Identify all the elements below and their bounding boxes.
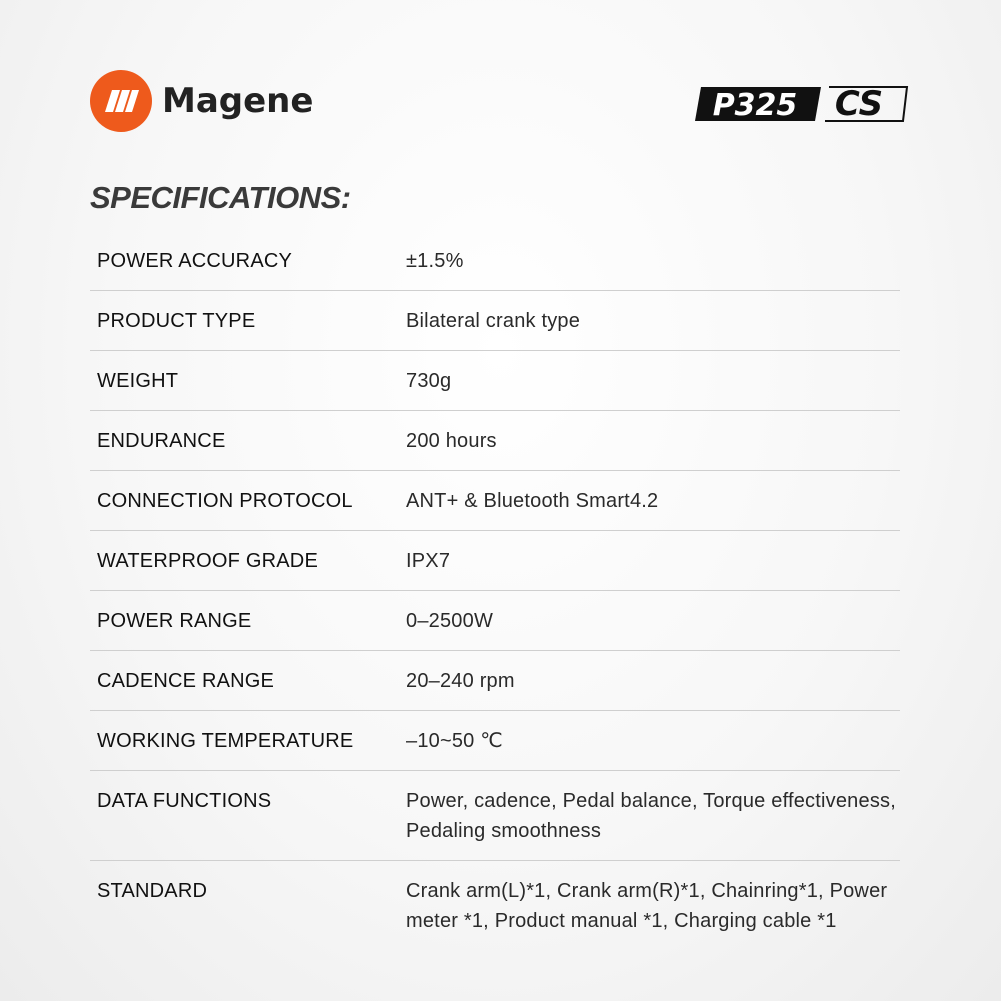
spec-row bbox=[90, 231, 900, 291]
spec-row bbox=[90, 711, 900, 771]
header bbox=[0, 0, 1001, 180]
spec-label: CONNECTION PROTOCOL bbox=[97, 490, 353, 512]
spec-label: ENDURANCE bbox=[97, 430, 226, 452]
spec-value: Crank arm(L)*1, Crank arm(R)*1, Chainring*1, Power meter *1, Product manual *1, Charging cable *1 bbox=[406, 880, 888, 932]
model-badge-left-text: P325 bbox=[712, 88, 798, 123]
spec-label: STANDARD bbox=[97, 880, 208, 902]
spec-value: ±1.5% bbox=[406, 250, 464, 272]
brand-logo bbox=[90, 70, 313, 132]
section-title: SPECIFICATIONS: bbox=[90, 180, 351, 215]
spec-label: DATA FUNCTIONS bbox=[97, 790, 272, 812]
spec-label: POWER RANGE bbox=[97, 610, 252, 632]
spec-row bbox=[90, 411, 900, 471]
spec-row bbox=[90, 861, 900, 981]
spec-row bbox=[90, 351, 900, 411]
spec-value: 730g bbox=[406, 370, 452, 392]
spec-value: 20–240 rpm bbox=[406, 670, 515, 692]
spec-value: IPX7 bbox=[406, 550, 451, 572]
spec-value: 0–2500W bbox=[406, 610, 494, 632]
spec-row bbox=[90, 771, 900, 861]
spec-value: ANT+ & Bluetooth Smart4.2 bbox=[406, 490, 659, 512]
spec-value: –10~50 ℃ bbox=[406, 730, 503, 752]
spec-value: Bilateral crank type bbox=[406, 310, 581, 332]
spec-row bbox=[90, 651, 900, 711]
brand-name: Magene bbox=[162, 81, 314, 121]
spec-label: WEIGHT bbox=[97, 370, 179, 392]
spec-label: CADENCE RANGE bbox=[97, 670, 275, 692]
spec-row bbox=[90, 531, 900, 591]
magene-logo-icon bbox=[90, 70, 152, 132]
spec-value: Power, cadence, Pedal balance, Torque effectiveness, Pedaling smoothness bbox=[406, 790, 896, 842]
spec-row bbox=[90, 591, 900, 651]
spec-label: WATERPROOF GRADE bbox=[97, 550, 318, 572]
spec-value: 200 hours bbox=[406, 430, 497, 452]
spec-table bbox=[90, 231, 900, 981]
model-badge-right-text: CS bbox=[834, 85, 884, 123]
spec-row bbox=[90, 291, 900, 351]
spec-row bbox=[90, 471, 900, 531]
spec-label: PRODUCT TYPE bbox=[97, 310, 256, 332]
model-badge bbox=[693, 85, 911, 123]
spec-label: POWER ACCURACY bbox=[97, 250, 293, 272]
spec-label: WORKING TEMPERATURE bbox=[97, 730, 354, 752]
